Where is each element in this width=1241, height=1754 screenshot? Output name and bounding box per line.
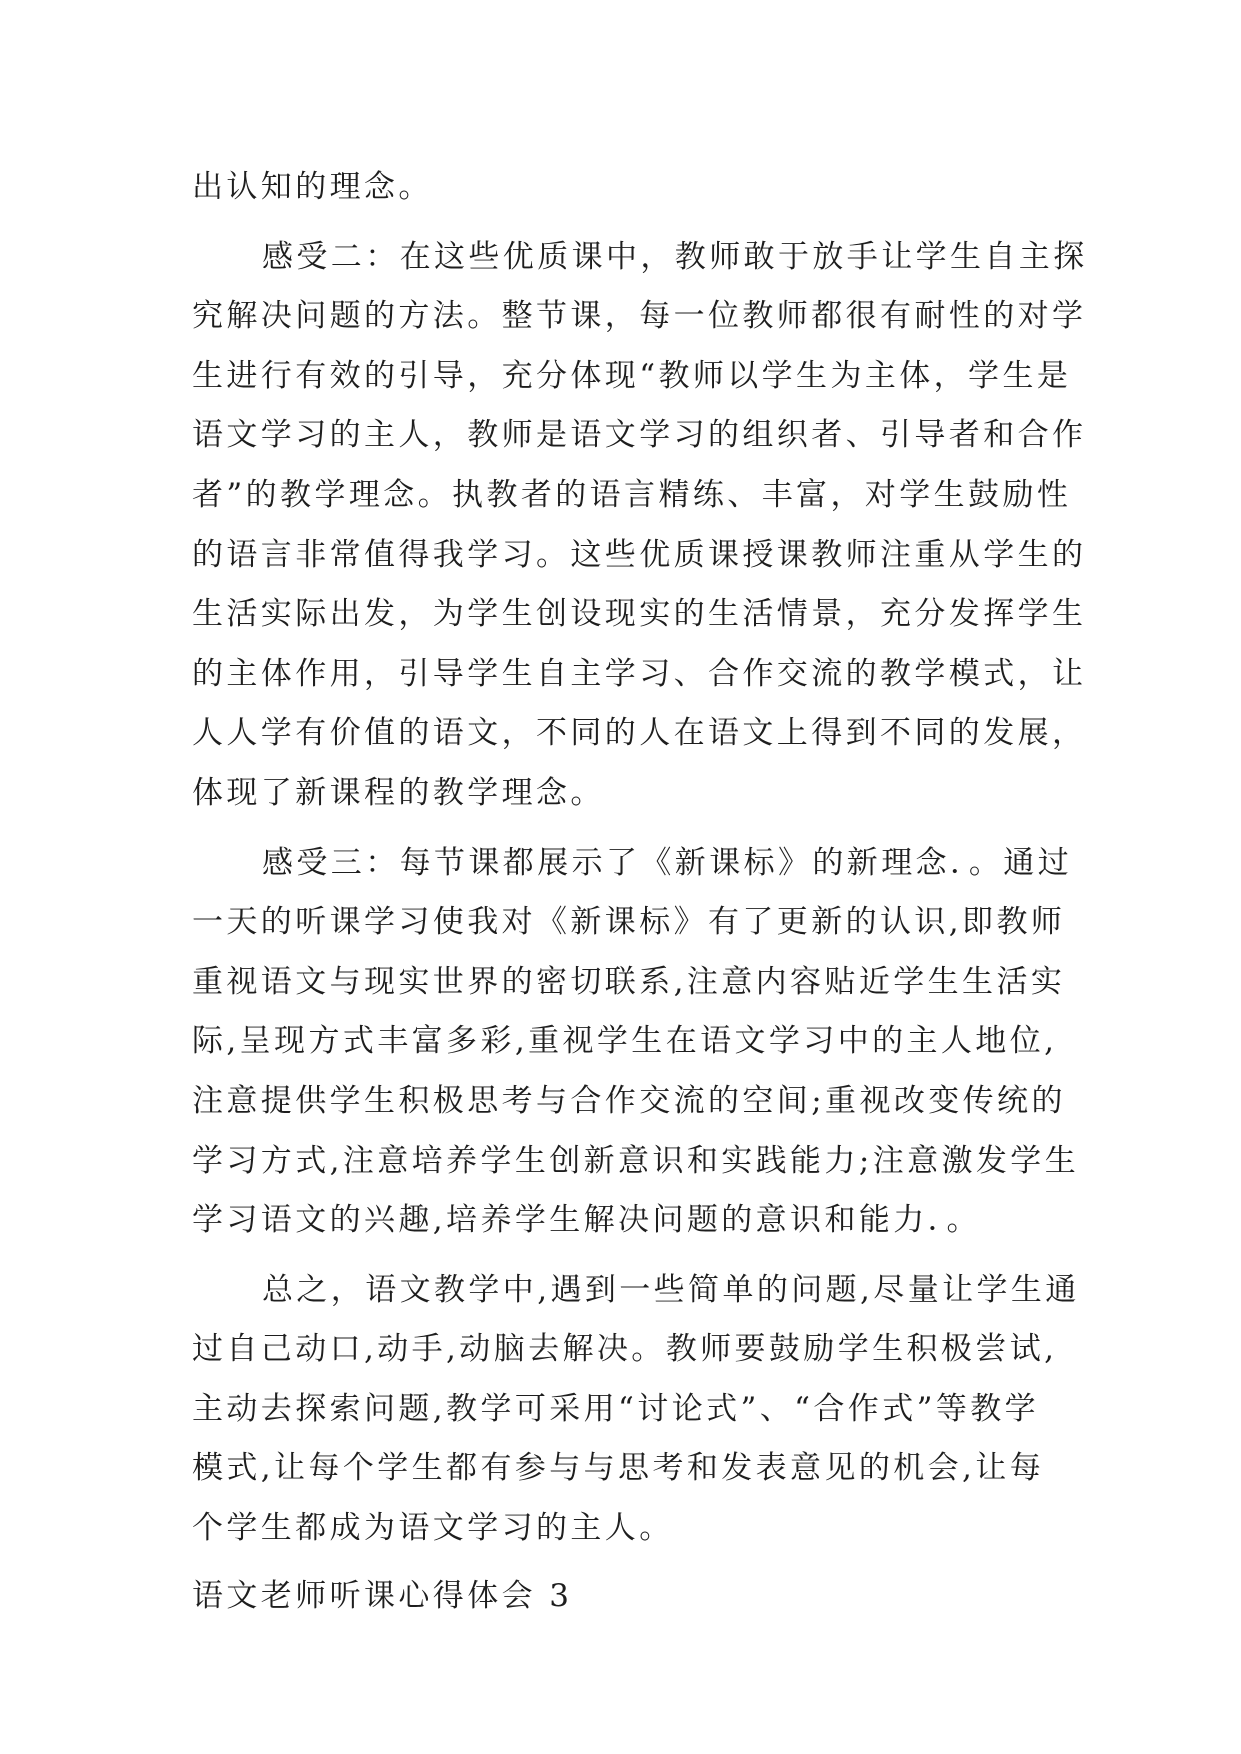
text-line: 一天的听课学习使我对《新课标》有了更新的认识,即教师: [192, 904, 1066, 941]
text-line: 主动去探索问题,教学可采用“讨论式”、“合作式”等教学: [192, 1390, 1040, 1427]
section-heading: 语文老师听课心得体会 3: [192, 1577, 573, 1614]
text-line: 究解决问题的方法。整节课，每一位教师都很有耐性的对学: [192, 298, 1087, 335]
text-line: 际,呈现方式丰富多彩,重视学生在语文学习中的主人地位,: [192, 1023, 1058, 1060]
text-line: 语文学习的主人，教师是语文学习的组织者、引导者和合作: [192, 417, 1087, 454]
text-line: 学习语文的兴趣,培养学生解决问题的意识和能力．。: [192, 1202, 981, 1239]
text-line: 出认知的理念。: [192, 169, 433, 205]
text-line: 模式,让每个学生都有参与与思考和发表意见的机会,让每: [192, 1450, 1045, 1487]
text-line: 个学生都成为语文学习的主人。: [192, 1510, 674, 1547]
text-line: 重视语文与现实世界的密切联系,注意内容贴近学生生活实: [192, 963, 1066, 1000]
text-line: 体现了新课程的教学理念。: [192, 774, 605, 811]
document-body: [192, 158, 1088, 1626]
text-line: 过自己动口,动手,动脑去解决。教师要鼓励学生积极尝试,: [192, 1331, 1058, 1368]
text-line: 总之，语文教学中,遇到一些简单的问题,尽量让学生通: [262, 1271, 1080, 1308]
text-line: 人人学有价值的语文，不同的人在语文上得到不同的发展，: [192, 715, 1087, 752]
text-line: 感受三：每节课都展示了《新课标》的新理念．。通过: [262, 844, 1073, 881]
text-line: 感受二：在这些优质课中，教师敢于放手让学生自主探: [262, 238, 1088, 275]
text-line: 生进行有效的引导，充分体现“教师以学生为主体，学生是: [192, 357, 1072, 394]
text-line: 生活实际出发，为学生创设现实的生活情景，充分发挥学生: [192, 596, 1087, 633]
text-line: 学习方式,注意培养学生创新意识和实践能力;注意激发学生: [192, 1142, 1080, 1179]
text-line: 的语言非常值得我学习。这些优质课授课教师注重从学生的: [192, 536, 1087, 573]
text-line: 的主体作用，引导学生自主学习、合作交流的教学模式，让: [192, 655, 1087, 692]
text-line: 者”的教学理念。执教者的语言精练、丰富，对学生鼓励性: [192, 476, 1072, 513]
text-line: 注意提供学生积极思考与合作交流的空间;重视改变传统的: [192, 1082, 1066, 1119]
